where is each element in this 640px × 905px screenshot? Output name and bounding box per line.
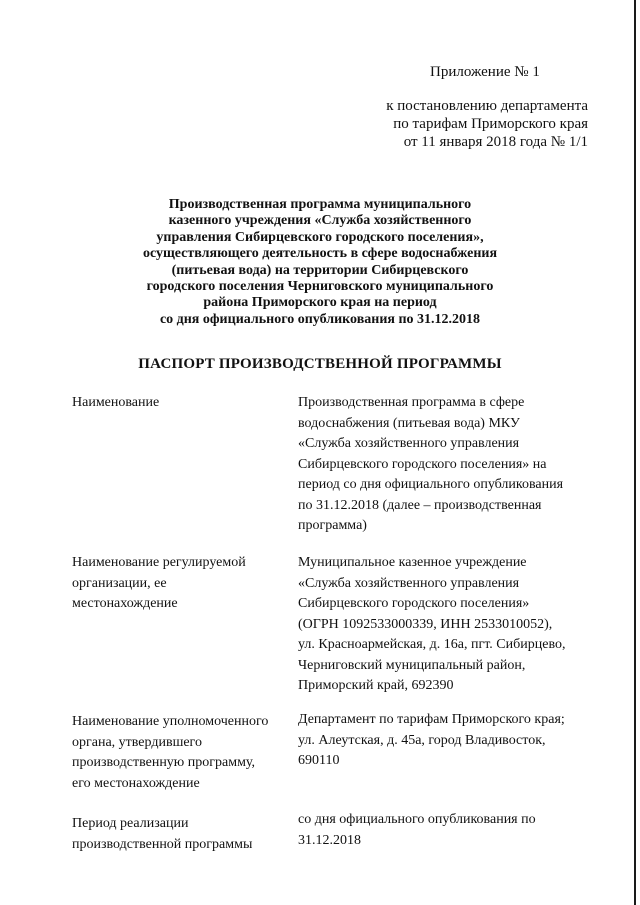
value-line: Сибирцевского городского поселения» на xyxy=(298,456,547,472)
label-line: Наименование xyxy=(72,395,160,410)
document-title xyxy=(110,197,530,328)
label-line: производственную программу, xyxy=(72,755,256,770)
appendix-reference-line: от 11 января 2018 года № 1/1 xyxy=(403,134,588,150)
value-line: водоснабжения (питьевая вода) МКУ xyxy=(298,415,520,431)
value-line: Департамент по тарифам Приморского края; xyxy=(298,712,565,727)
passport-row-label-authority xyxy=(72,712,288,794)
title-line: городского поселения Черниговского муниципального xyxy=(146,279,494,295)
appendix-number: Приложение № 1 xyxy=(430,64,540,80)
label-line: Наименование уполномоченного xyxy=(72,714,269,729)
value-line: ул. Красноармейская, д. 16а, пгт. Сибирцево, xyxy=(298,637,566,652)
passport-row-value-period xyxy=(298,810,598,851)
value-line: «Служба хозяйственного управления xyxy=(298,436,520,451)
passport-row-label-organization xyxy=(72,553,288,615)
value-line: 690110 xyxy=(298,753,340,768)
value-line: со дня официального опубликования по xyxy=(298,812,536,827)
value-line: 31.12.2018 xyxy=(298,832,361,848)
value-line: «Служба хозяйственного управления xyxy=(298,575,520,591)
passport-row-value-organization xyxy=(298,553,598,697)
passport-row-value-name xyxy=(298,393,598,537)
value-line: по 31.12.2018 (далее – производственная xyxy=(298,497,542,513)
value-line: Муниципальное казенное учреждение xyxy=(298,555,527,570)
value-line: период со дня официального опубликования xyxy=(298,477,564,492)
value-line: ул. Алеутская, д. 45а, город Владивосток, xyxy=(298,732,546,748)
passport-row-label-period xyxy=(72,814,288,855)
scan-edge-line xyxy=(634,0,636,905)
value-line: программа) xyxy=(298,518,367,533)
label-line: Наименование регулируемой xyxy=(72,555,246,570)
label-line: производственной программы xyxy=(72,836,253,852)
title-line: Производственная программа муниципального xyxy=(168,197,472,212)
passport-row-label-name xyxy=(72,393,288,414)
value-line: Черниговский муниципальный район, xyxy=(298,657,526,673)
title-line: управления Сибирцевского городского поселения», xyxy=(156,229,484,245)
appendix-reference xyxy=(372,97,588,151)
passport-row-value-authority xyxy=(298,710,598,772)
label-line: его местонахождение xyxy=(72,775,200,791)
title-line: (питьевая вода) на территории Сибирцевского xyxy=(171,262,469,278)
label-line: Период реализации xyxy=(72,816,189,831)
title-line: со дня официального опубликования по 31.12.2018 xyxy=(159,311,481,327)
appendix-reference-line: к постановлению департамента xyxy=(386,98,588,114)
title-line: казенного учреждения «Служба хозяйственного xyxy=(168,213,472,229)
value-line: (ОГРН 1092533000339, ИНН 2533010052), xyxy=(298,616,553,632)
title-line: осуществляющего деятельность в сфере водоснабжения xyxy=(142,246,498,262)
label-line: органа, утвердившего xyxy=(72,734,202,750)
title-line: района Приморского края на период xyxy=(203,295,437,311)
value-line: Производственная программа в сфере xyxy=(298,395,525,410)
passport-heading: ПАСПОРТ ПРОИЗВОДСТВЕННОЙ ПРОГРАММЫ xyxy=(138,356,502,372)
value-line: Приморский край, 692390 xyxy=(298,678,454,693)
label-line: местонахождение xyxy=(72,596,178,611)
value-line: Сибирцевского городского поселения» xyxy=(298,596,530,611)
label-line: организации, ее xyxy=(72,575,167,591)
appendix-reference-line: по тарифам Приморского края xyxy=(393,116,588,132)
